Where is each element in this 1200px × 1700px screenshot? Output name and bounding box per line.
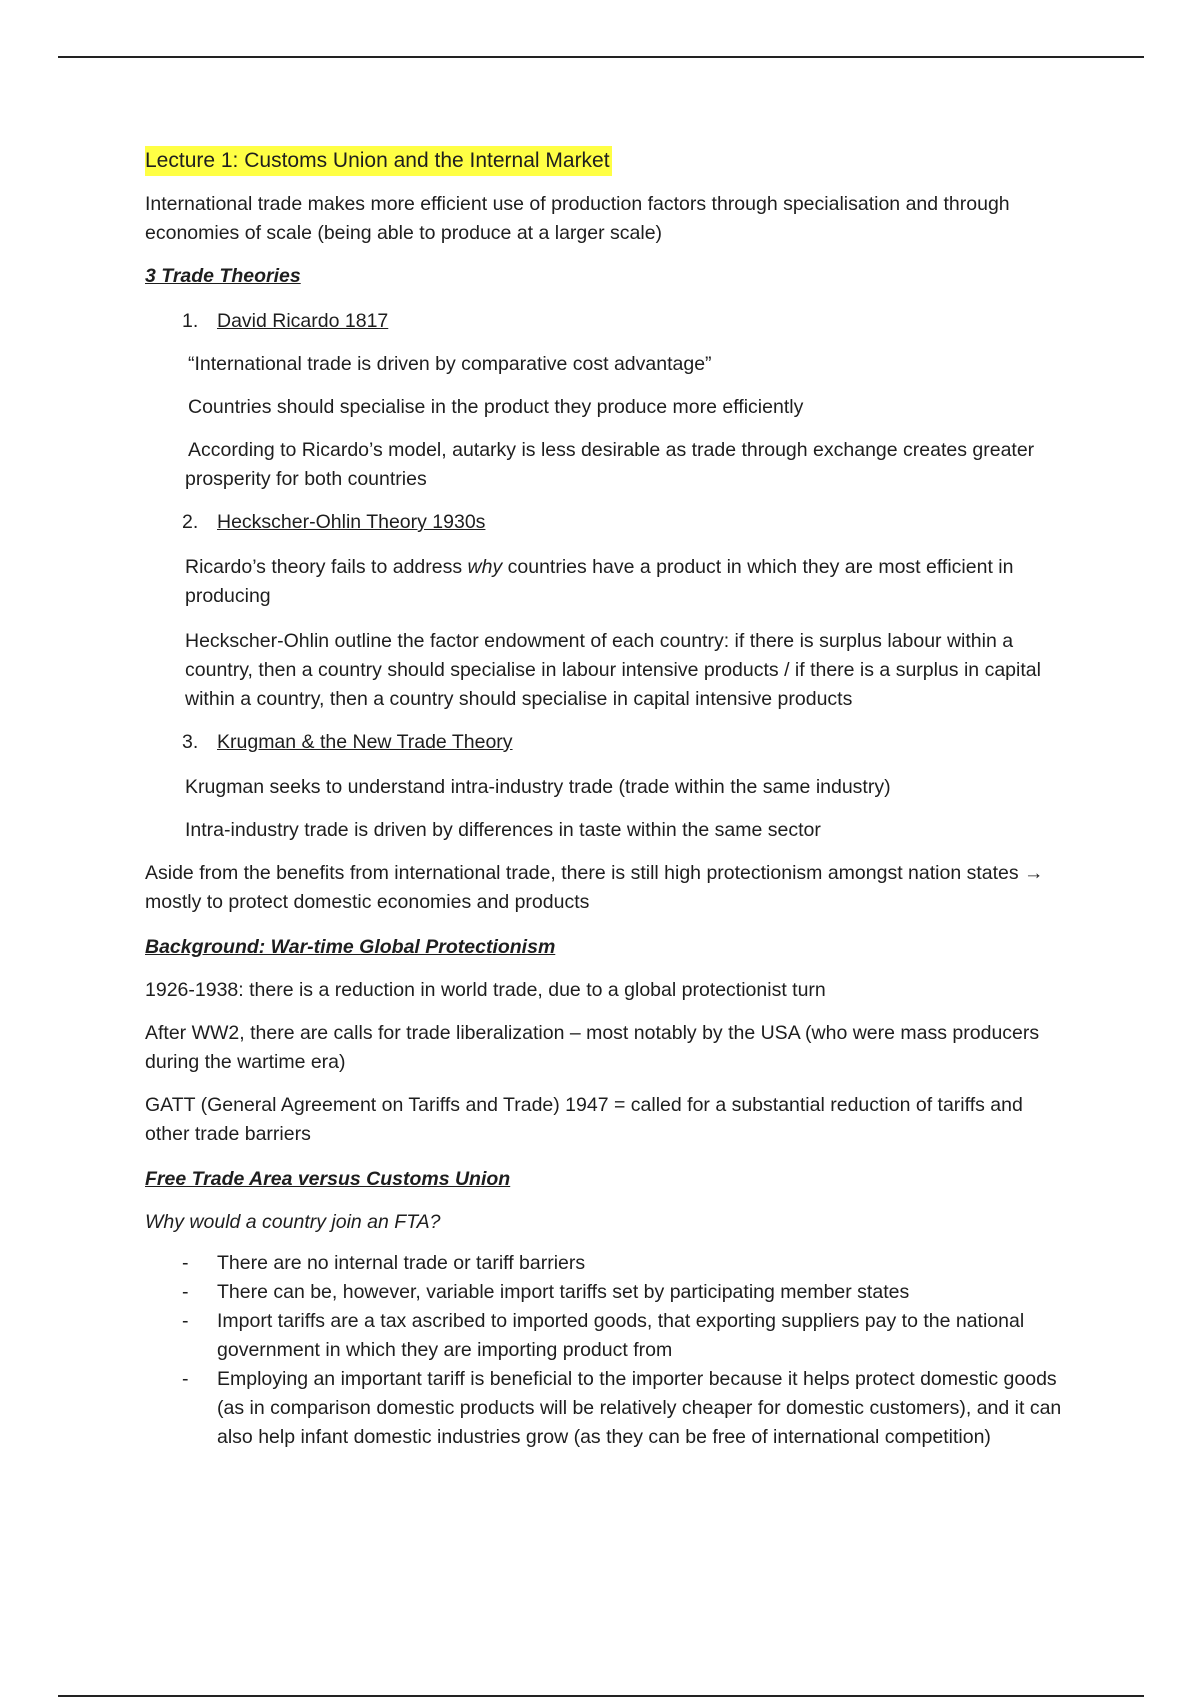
background-paragraph-1: 1926-1938: there is a reduction in world trade, due to a global protectionist turn	[145, 979, 826, 1001]
theory-1-title: David Ricardo 1817	[217, 310, 389, 332]
emphasis-why: why	[467, 556, 503, 578]
theory-3-paragraph-1: Krugman seeks to understand intra-industry trade (trade within the same industry)	[185, 776, 891, 798]
list-item: - Import tariffs are a tax ascribed to imported goods, that exporting suppliers pay to the national government in which they are importing product from	[145, 1307, 1065, 1365]
theory-3-paragraph-2: Intra-industry trade is driven by differences in taste within the same sector	[185, 819, 821, 841]
bullet-marker: -	[182, 1368, 189, 1390]
theory-2-title: Heckscher-Ohlin Theory 1930s	[217, 511, 486, 533]
theory-2-number: 2.	[182, 511, 199, 533]
document-body	[145, 146, 1065, 1452]
theory-1-paragraph-1: Countries should specialise in the product they produce more efficiently	[188, 396, 804, 418]
theory-1-paragraph-2: According to Ricardo’s model, autarky is less desirable as trade through exchange creates greater prosperity for both countries	[185, 439, 1035, 490]
list-item: - There are no internal trade or tariff barriers	[145, 1249, 1065, 1278]
fta-question: Why would a country join an FTA?	[145, 1211, 441, 1233]
background-paragraph-2: After WW2, there are calls for trade liberalization – most notably by the USA (who were mass producers during the wartime era)	[145, 1022, 1040, 1073]
theory-2-paragraph-1: Ricardo’s theory fails to address why countries have a product in which they are most efficient in producing	[185, 556, 1014, 607]
section-background: Background: War-time Global Protectionism	[145, 936, 556, 958]
lecture-title: Lecture 1: Customs Union and the Internal Market	[145, 146, 612, 176]
bullet-marker: -	[182, 1281, 189, 1303]
list-item: - There can be, however, variable import tariffs set by participating member states	[145, 1278, 1065, 1307]
fta-bullet-list	[145, 1249, 1065, 1452]
bullet-marker: -	[182, 1310, 189, 1332]
theory-1-number: 1.	[182, 310, 199, 332]
theory-1-item	[145, 307, 1065, 336]
theory-3-title: Krugman & the New Trade Theory	[217, 731, 513, 753]
theory-2-paragraph-2: Heckscher-Ohlin outline the factor endowment of each country: if there is surplus labour within a country, then a country should specialise in labour intensive products / if there is a surplus in capital within a country, then a country should specialise in capital intensive products	[185, 630, 1041, 710]
section-trade-theories: 3 Trade Theories	[145, 265, 301, 287]
intro-paragraph: International trade makes more efficient use of production factors through specialisation and through economies of scale (being able to produce at a larger scale)	[145, 193, 1010, 244]
theory-2-item	[145, 508, 1065, 537]
aside-paragraph: Aside from the benefits from international trade, there is still high protectionism amongst nation states → mostly to protect domestic economies and products	[145, 862, 1044, 913]
header-rule	[58, 56, 1144, 58]
theory-3-item	[145, 728, 1065, 757]
background-paragraph-3: GATT (General Agreement on Tariffs and Trade) 1947 = called for a substantial reduction of tariffs and other trade barriers	[145, 1094, 1023, 1145]
theory-3-number: 3.	[182, 731, 199, 753]
footer-rule	[58, 1695, 1144, 1697]
theory-1-quote: “International trade is driven by comparative cost advantage”	[188, 353, 712, 375]
list-item: - Employing an important tariff is beneficial to the importer because it helps protect domestic goods (as in comparison domestic products will be relatively cheaper for domestic customers), and it can also help infant domestic industries grow (as they can be free of international competition)	[145, 1365, 1065, 1452]
section-fta: Free Trade Area versus Customs Union	[145, 1168, 511, 1190]
bullet-marker: -	[182, 1252, 189, 1274]
